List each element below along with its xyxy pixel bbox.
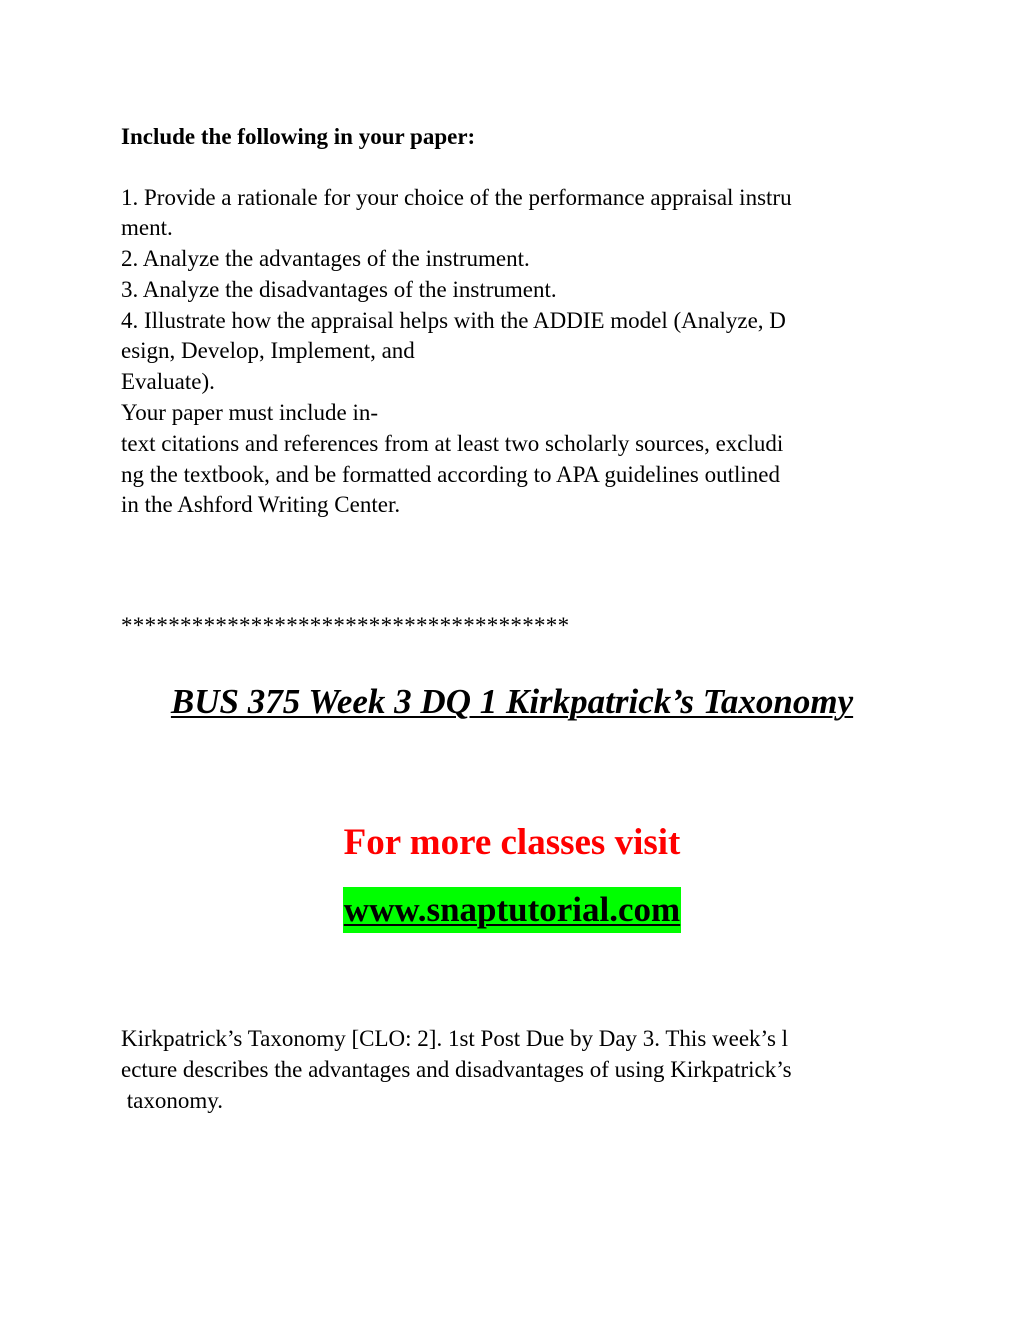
promo-link-container	[0, 887, 1024, 933]
body-line: 1. Provide a rationale for your choice of the performance appraisal instru	[121, 185, 792, 210]
description-line: ecture describes the advantages and disadvantages of using Kirkpatrick’s	[121, 1057, 792, 1082]
body-line: 2. Analyze the advantages of the instrument.	[121, 246, 530, 271]
body-line: 3. Analyze the disadvantages of the instrument.	[121, 277, 557, 302]
website-link[interactable]: www.snaptutorial.com	[343, 887, 681, 933]
course-title: BUS 375 Week 3 DQ 1 Kirkpatrick’s Taxonomy	[170, 682, 854, 721]
body-line: ng the textbook, and be formatted according to APA guidelines outlined	[121, 462, 781, 487]
body-line: Your paper must include in-	[121, 400, 379, 425]
body-line: in the Ashford Writing Center.	[121, 492, 401, 517]
body-line: ment.	[121, 215, 173, 240]
description-line: Kirkpatrick’s Taxonomy [CLO: 2]. 1st Post Due by Day 3. This week’s l	[121, 1026, 789, 1051]
description-line: taxonomy.	[121, 1088, 223, 1113]
body-line: text citations and references from at least two scholarly sources, excludi	[121, 431, 784, 456]
body-line: esign, Develop, Implement, and	[121, 338, 415, 363]
body-line: 4. Illustrate how the appraisal helps with the ADDIE model (Analyze, D	[121, 308, 786, 333]
promo-text: For more classes visit	[343, 822, 681, 863]
asterisk-separator: **************************************	[121, 613, 570, 638]
assignment-heading: Include the following in your paper:	[121, 124, 476, 149]
body-line: Evaluate).	[121, 369, 215, 394]
